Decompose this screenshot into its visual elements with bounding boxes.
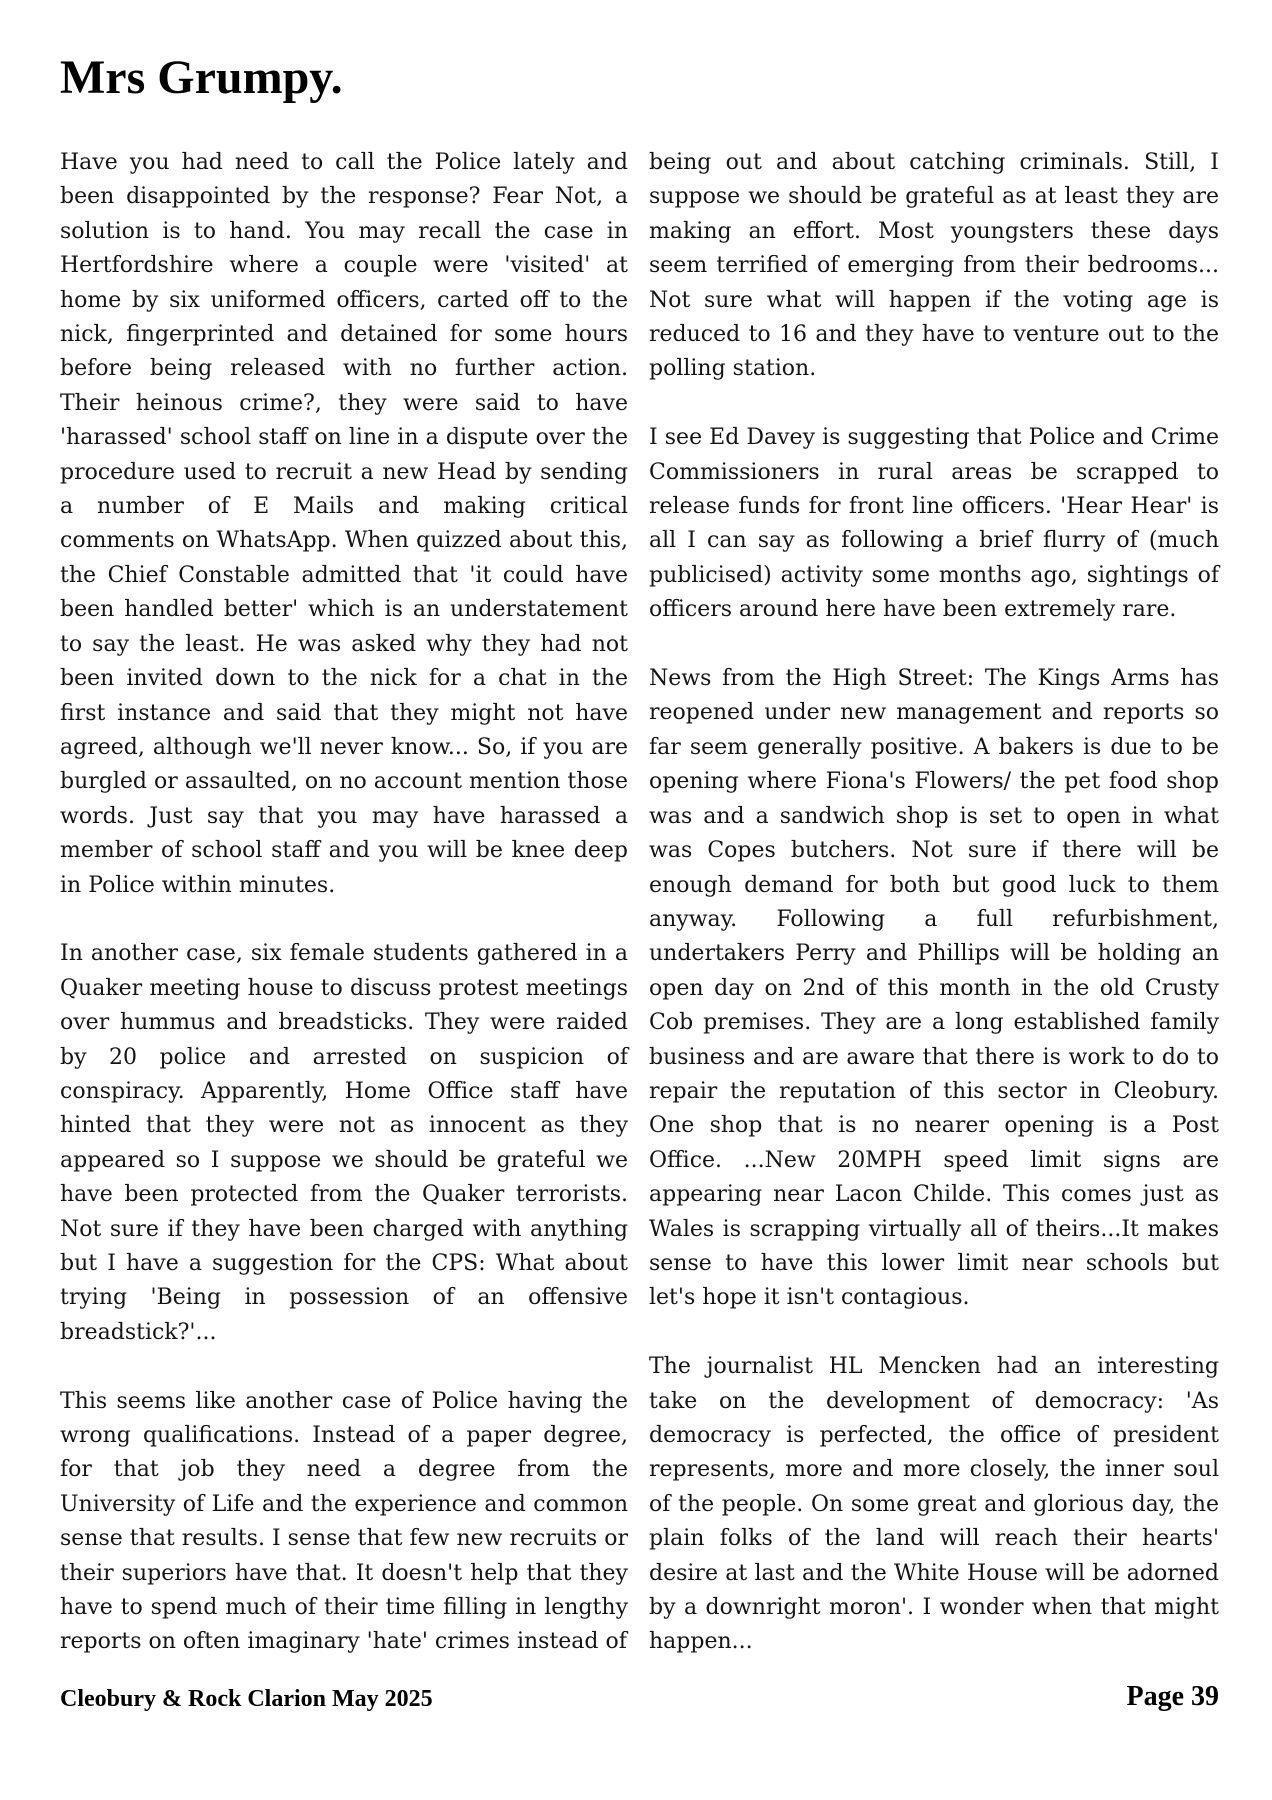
paragraph-mencken-quote: The journalist HL Mencken had an interesting take on the development of democracy: 'As democracy is perfected, the office of president represents, more and more closely, the inner soul of the people. On some great and glorious day, the plain folks of the land will reach their hearts' desire at last and the White House will be adorned by a downright moron'. I wonder when that might happen... — [649, 1354, 1219, 1655]
publication-footer: Cleobury & Rock Clarion May 2025 — [60, 1686, 433, 1712]
paragraph-high-street-news: News from the High Street: The Kings Arms has reopened under new management and reports so far seem generally positive. A bakers is due to be opening where Fiona's Flowers/ the pet food shop was and a sandwich shop is set to open in what was Copes butchers. Not sure if there will be enough demand for both but good luck to them anyway. Following a full refurbishment, undertakers Perry and Phillips will be holding an open day on 2nd of this month in the old Crusty Cob premises. They are a long established family business and are aware that there is work to do to repair the reputation of this sector in Cleobury. One shop that is no nearer opening is a Post Office. ...New 20MPH speed limit signs are appearing near Lacon Childe. This comes just as Wales is scrapping virtually all of theirs...It makes sense to have this lower limit near schools but let's hope it isn't contagious. — [649, 666, 1219, 1311]
paragraph-ed-davey: I see Ed Davey is suggesting that Police and Crime Commissioners in rural areas be scrapped to release funds for front line officers. 'Hear Hear' is all I can say as following a brief flurry of (much publicised) activity some months ago, sightings of officers around here have been extremely rare. — [649, 425, 1219, 623]
paragraph-police-harassment: Have you had need to call the Police lately and been disappointed by the response? Fear Not, a solution is to hand. You may recall the case in Hertfordshire where a couple were 'visited' at home by six uniformed officers, carted off to the nick, fingerprinted and detained for some hours before being released with no further action. Their heinous crime?, they were said to have 'harassed' school staff on line in a dispute over the procedure used to recruit a new Head by sending a number of E Mails and making critical comments on WhatsApp. When quizzed about this, the Chief Constable admitted that 'it could have been handled better' which is an understatement to say the least. He was asked why they had not been invited down to the nick for a chat in the first instance and said that they might not have agreed, although we'll never know... So, if you are burgled or assaulted, on no account mention those words. Just say that you may have harassed a member of school staff and you will be knee deep in Police within minutes. — [60, 150, 628, 898]
page-title: Mrs Grumpy. — [60, 51, 343, 104]
right-column — [649, 146, 1219, 1694]
left-column — [60, 146, 628, 1694]
paragraph-continued: being out and about catching criminals. Still, I suppose we should be grateful as at least they are making an effort. Most youngsters these days seem terrified of emerging from their bedrooms... Not sure what will happen if the voting age is reduced to 16 and they have to venture out to the polling station. — [649, 150, 1219, 382]
paragraph-quaker-students: In another case, six female students gathered in a Quaker meeting house to discuss protest meetings over hummus and breadsticks. They were raided by 20 police and arrested on suspicion of conspiracy. Apparently, Home Office staff have hinted that they were not as innocent as they appeared so I suppose we should be grateful we have been protected from the Quaker terrorists. Not sure if they have been charged with anything but I have a suggestion for the CPS: What about trying 'Being in possession of an offensive breadstick?'... — [60, 941, 628, 1345]
paragraph-police-qualifications: This seems like another case of Police having the wrong qualifications. Instead of a paper degree, for that job they need a degree from the University of Life and the experience and common sense that results. I sense that few new recruits or their superiors have that. It doesn't help that they have to spend much of their time filling in lengthy reports on often imaginary 'hate' crimes instead of — [60, 1388, 628, 1655]
page-number: Page 39 — [1126, 1681, 1219, 1712]
